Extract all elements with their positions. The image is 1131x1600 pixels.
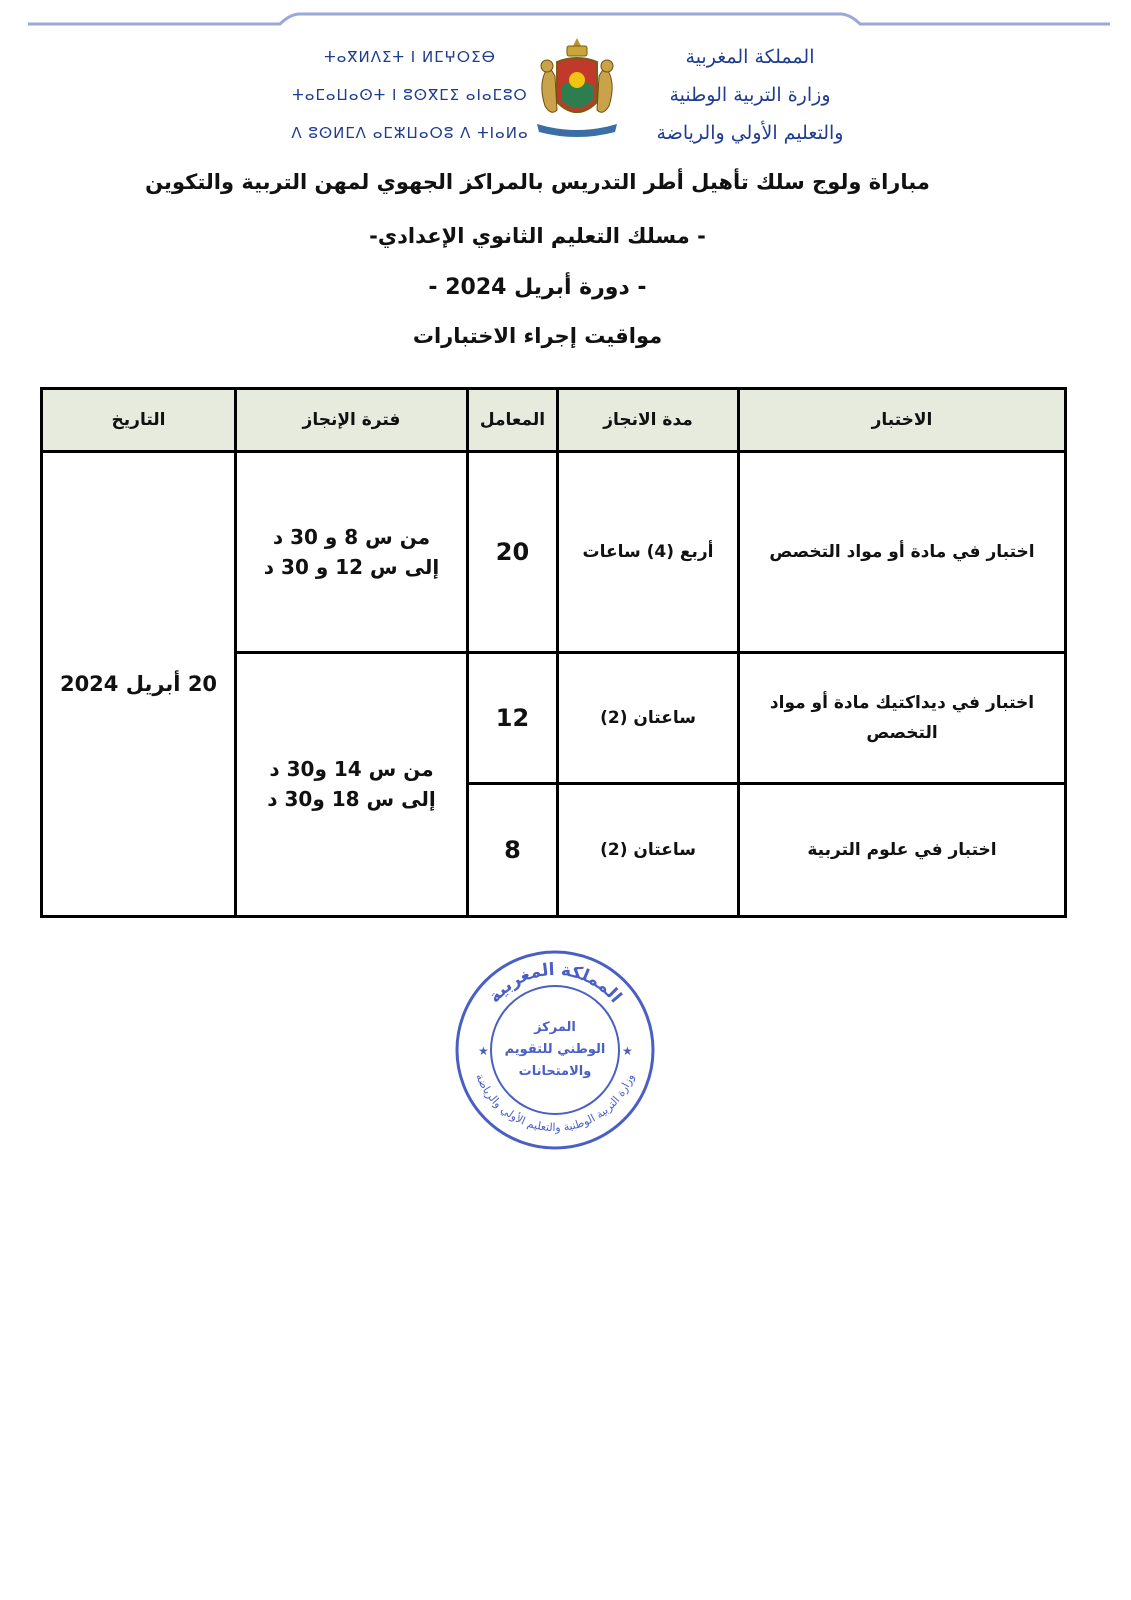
header-duration: مدة الانجاز <box>558 389 739 452</box>
stamp-center-line-2: الوطني للتقويم <box>504 1042 606 1057</box>
document-titles <box>0 160 1075 356</box>
table-row <box>42 452 1066 653</box>
table-header-row <box>42 389 1066 452</box>
header-period: فترة الإنجاز <box>236 389 468 452</box>
tifinagh-ministry-name <box>285 38 535 152</box>
header-test: الاختبار <box>739 389 1066 452</box>
exam-schedule-table <box>40 387 1067 918</box>
test-coefficient: 12 <box>468 652 558 783</box>
track-title: - مسلك التعليم الثانوي الإعدادي- <box>369 224 706 248</box>
schedule-title: مواقيت إجراء الاختبارات <box>412 324 663 348</box>
morning-period-end: إلى س 12 و 30 د <box>263 555 440 580</box>
exam-date: 20 أبريل 2024 <box>42 452 236 917</box>
afternoon-period-start: من س 14 و30 د <box>269 757 434 782</box>
exam-title: مباراة ولوج سلك تأهيل أطر التدريس بالمراكز الجهوي لمهن التربية والتكوين <box>145 170 930 194</box>
session-title: - دورة أبريل 2024 - <box>428 275 647 300</box>
arabic-line-3: والتعليم الأولي والرياضة <box>656 122 844 144</box>
stamp-center-line-1: المركز <box>534 1020 576 1035</box>
arabic-line-1: المملكة المغربية <box>685 46 815 68</box>
afternoon-period <box>236 652 468 916</box>
test-coefficient: 20 <box>468 452 558 653</box>
arabic-line-2: وزارة التربية الوطنية <box>669 84 831 106</box>
official-header <box>0 30 1131 144</box>
stamp-center-line-3: والامتحانات <box>518 1064 592 1079</box>
header-coefficient: المعامل <box>468 389 558 452</box>
morning-period-start: من س 8 و 30 د <box>272 525 431 550</box>
stamp-star-icon: ★ <box>478 1044 489 1058</box>
official-stamp <box>450 945 660 1155</box>
tifinagh-line-3: ⴷ ⵓⵙⵍⵎⴷ ⴰⵎⵣⵡⴰⵔⵓ ⴷ ⵜⵏⴰⵍⴰ <box>291 124 529 142</box>
afternoon-period-end: إلى س 18 و30 د <box>267 787 436 812</box>
test-duration: ساعتان (2) <box>558 784 739 917</box>
moroccan-coat-of-arms-icon <box>527 36 627 140</box>
test-duration: ساعتان (2) <box>558 652 739 783</box>
test-name: اختبار في ديداكتيك مادة أو مواد التخصص <box>739 652 1066 783</box>
header-date: التاريخ <box>42 389 236 452</box>
test-duration: أربع (4) ساعات <box>558 452 739 653</box>
test-coefficient: 8 <box>468 784 558 917</box>
tifinagh-line-1: ⵜⴰⴳⵍⴷⵉⵜ ⵏ ⵍⵎⵖⵔⵉⴱ <box>324 48 496 66</box>
arabic-ministry-name <box>630 38 870 152</box>
tifinagh-line-2: ⵜⴰⵎⴰⵡⴰⵙⵜ ⵏ ⵓⵙⴳⵎⵉ ⴰⵏⴰⵎⵓⵔ <box>292 86 528 104</box>
svg-text:وزارة التربية الوطنية والتعليم <box>473 1072 637 1134</box>
test-name: اختبار في مادة أو مواد التخصص <box>739 452 1066 653</box>
morning-period <box>236 452 468 653</box>
test-name: اختبار في علوم التربية <box>739 784 1066 917</box>
stamp-top-text: المملكة المغربية <box>484 959 626 1007</box>
stamp-bottom-text: وزارة التربية الوطنية والتعليم الأولي والرياضة <box>473 1071 637 1135</box>
stamp-star-icon: ★ <box>622 1044 633 1058</box>
